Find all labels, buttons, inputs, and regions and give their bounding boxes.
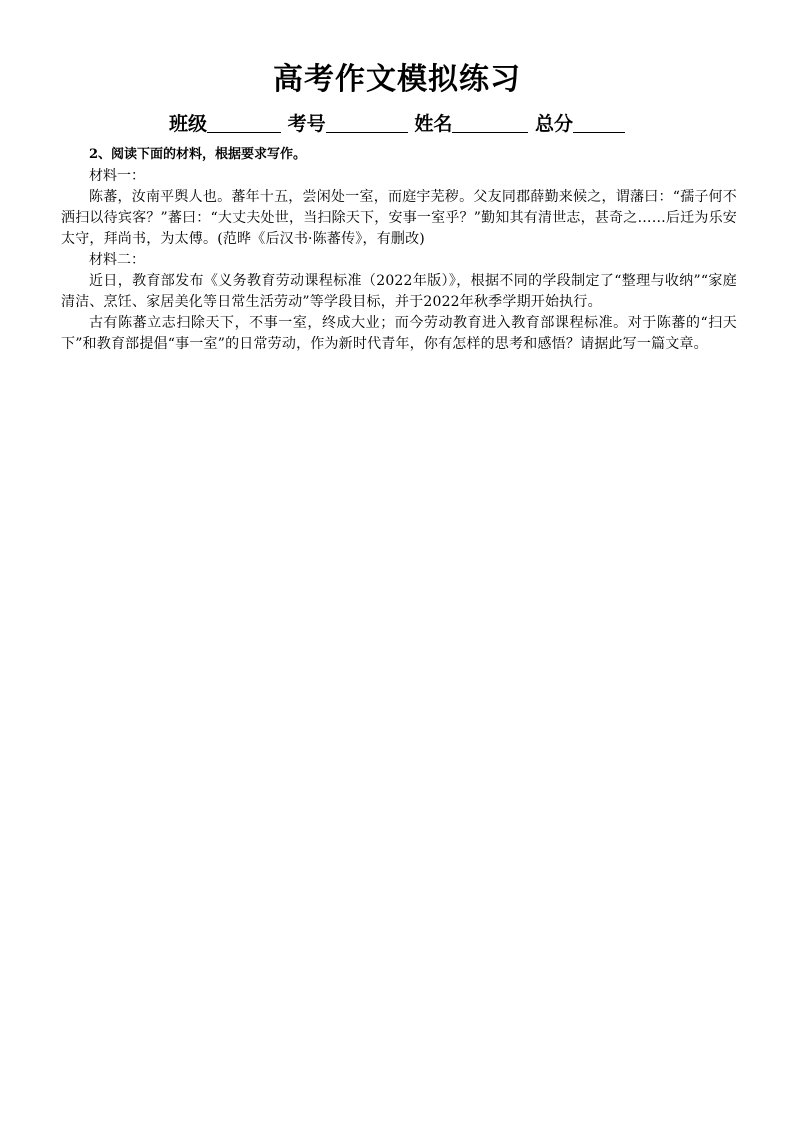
- number-field: [288, 110, 408, 138]
- material1-label: 材料一：: [89, 168, 145, 184]
- score-label: 总分: [534, 113, 573, 135]
- material2-text: 近日，教育部发布《义务教育劳动课程标准（2022年版）》，根据不同的学段制定了“整理与收纳”“家庭清洁、烹饪、家居美化等日常生活劳动”等学段目标，并于2022年秋季学期开始执行。: [61, 273, 737, 310]
- name-blank[interactable]: [452, 112, 528, 133]
- name-label: 姓名: [414, 113, 453, 135]
- class-field: [169, 110, 281, 138]
- name-field: [414, 110, 528, 138]
- question-heading: 2、阅读下面的材料，根据要求写作。: [89, 147, 307, 162]
- class-label: 班级: [169, 113, 208, 135]
- student-info-row: [0, 110, 794, 138]
- number-label: 考号: [287, 113, 326, 135]
- number-blank[interactable]: [326, 112, 408, 133]
- question-content: [61, 144, 737, 355]
- score-field: [535, 110, 625, 138]
- writing-prompt: 古有陈蕃立志扫除天下，不事一室，终成大业；而今劳动教育进入教育部课程标准。对于陈蕃的“扫天下”和教育部提倡“事一室”的日常劳动，作为新时代青年，你有怎样的思考和感悟？请据此写一篇文章。: [61, 315, 737, 352]
- class-blank[interactable]: [207, 112, 281, 133]
- material2-label: 材料二：: [89, 252, 145, 268]
- page-title: 高考作文模拟练习: [273, 62, 521, 97]
- material1-text: 陈蕃，汝南平舆人也。蕃年十五，尝闲处一室，而庭宇芜秽。父友同郡薛勤来候之，谓藩曰：“孺子何不洒扫以待宾客？”蕃曰：“大丈夫处世，当扫除天下，安事一室乎？”勤知其有清世志，甚奇之……后迁为乐安太守，拜尚书，为太傅。(范晔《后汉书·陈蕃传》，有删改): [61, 189, 737, 247]
- score-blank[interactable]: [573, 112, 625, 133]
